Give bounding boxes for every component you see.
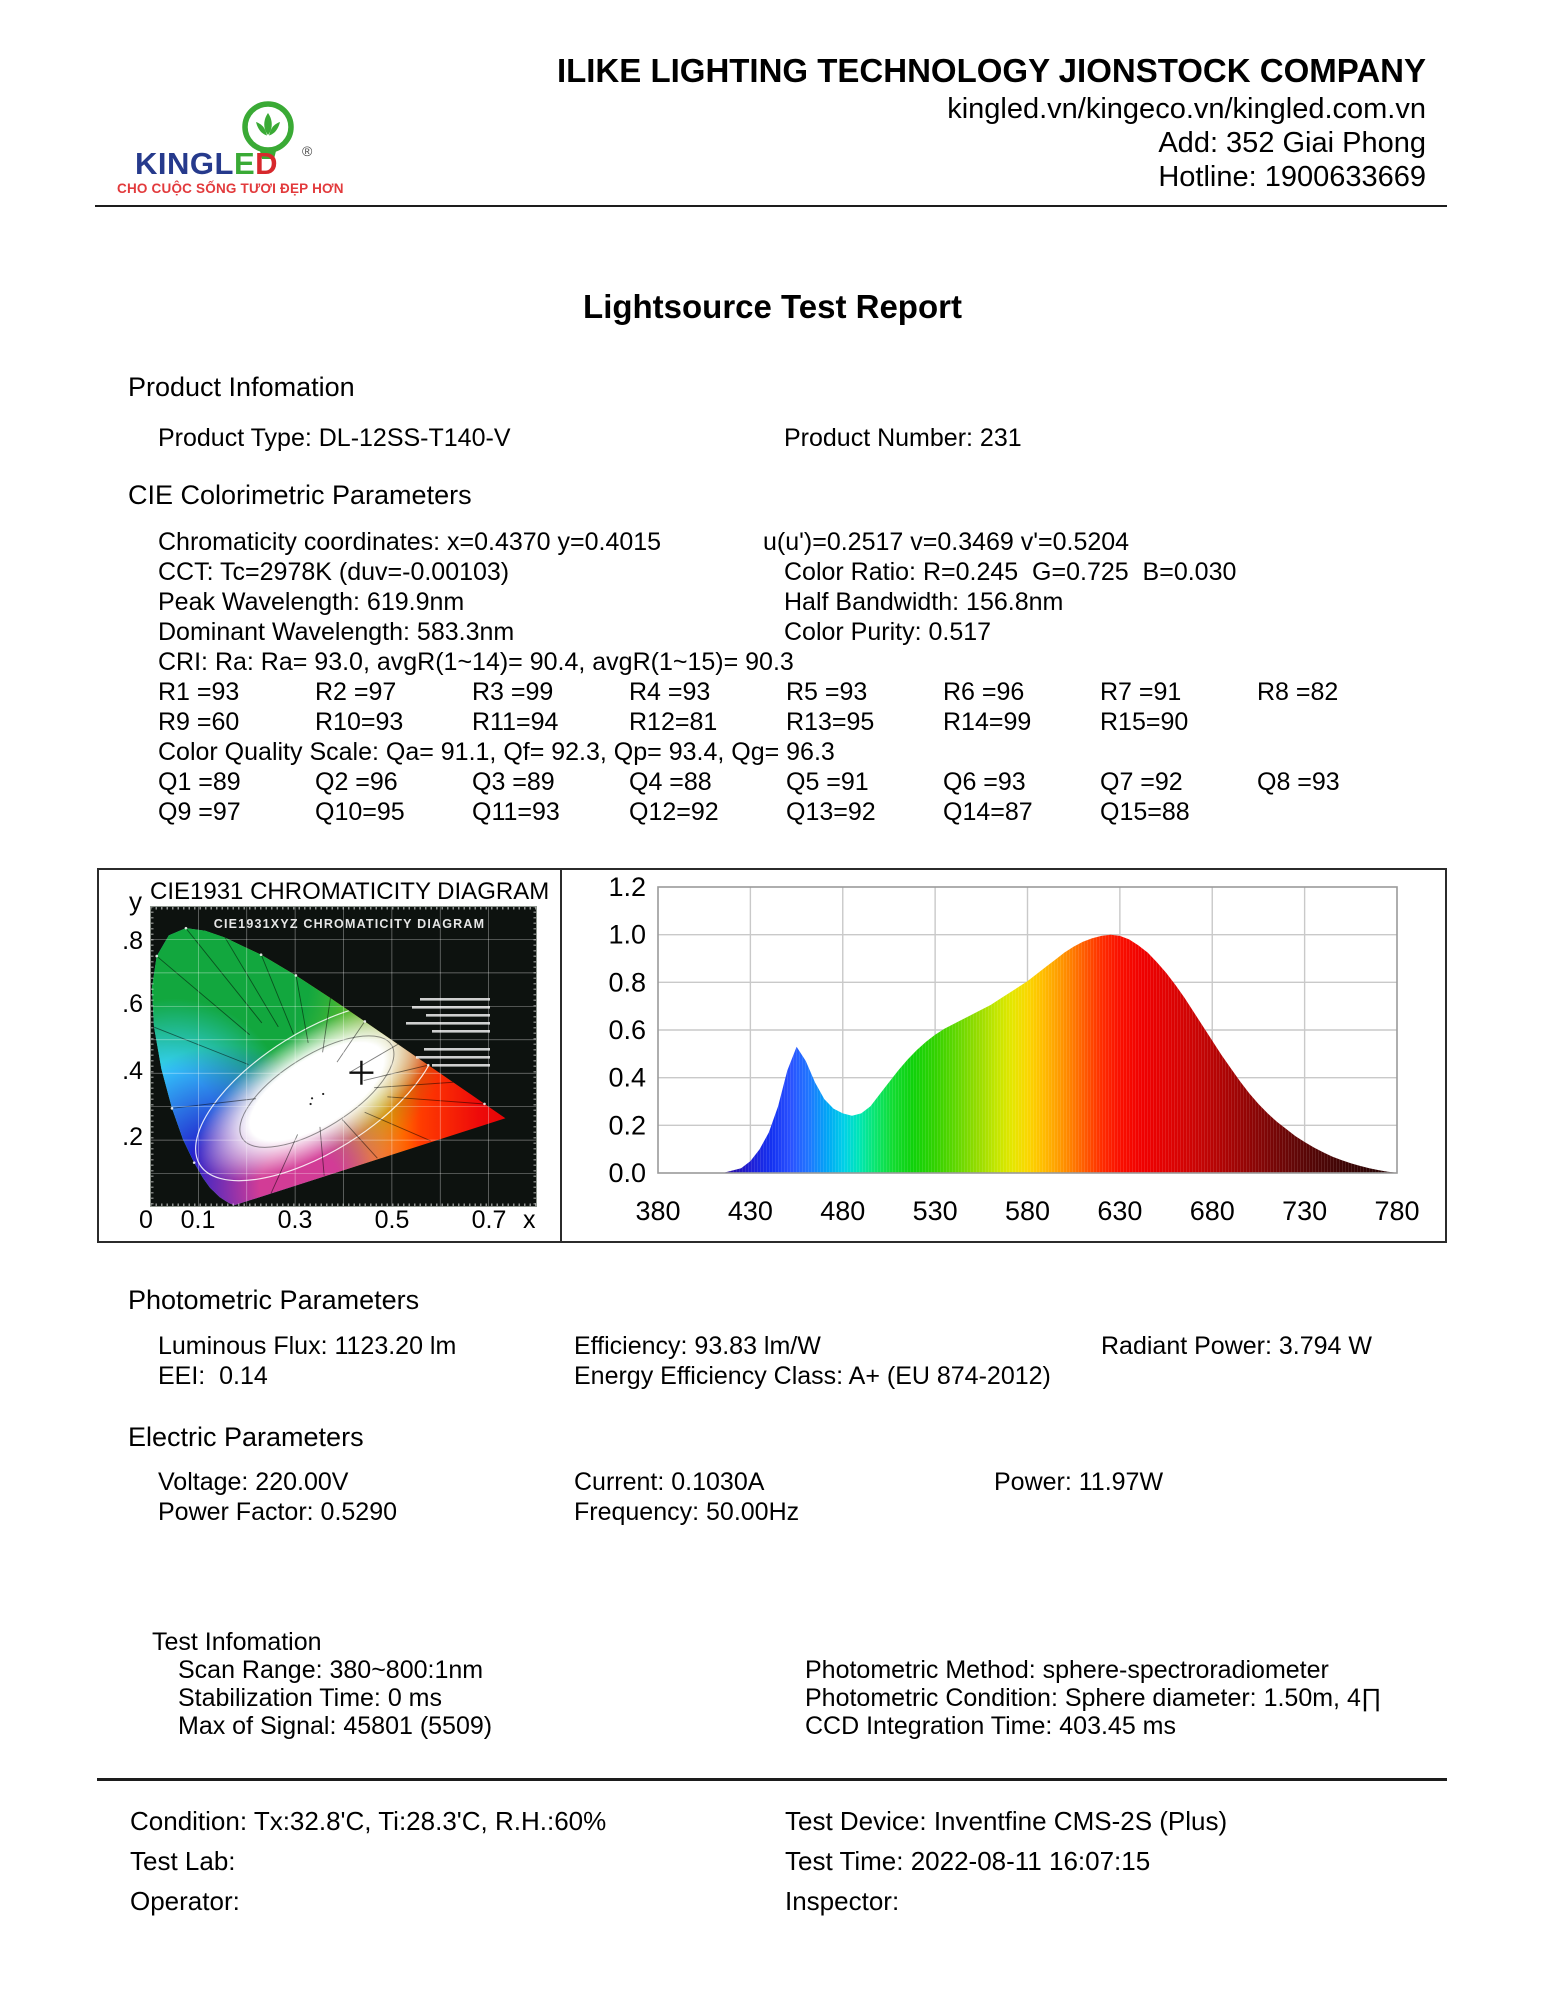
cie-diagram-panel <box>99 870 560 1241</box>
cie-parameters-heading: CIE Colorimetric Parameters <box>128 480 472 510</box>
eei: EEI: 0.14 <box>158 1362 268 1390</box>
cri-value: R7 =91 <box>1100 678 1182 706</box>
header-divider <box>95 205 1447 207</box>
cqs-value: Q11=93 <box>472 798 560 826</box>
cqs-value: Q15=88 <box>1100 798 1190 826</box>
cie-chromaticity-diagram-image <box>150 906 537 1207</box>
cie-x-axis-label: x <box>523 1206 536 1234</box>
cie-x-tick: 0.1 <box>180 1206 216 1234</box>
cqs-summary: Color Quality Scale: Qa= 91.1, Qf= 92.3, Qp= 93.4, Qg= 96.3 <box>158 738 835 766</box>
chromaticity-row <box>0 528 1545 558</box>
spectrum-y-tick-label: 0.8 <box>608 967 646 998</box>
photometric-row-1 <box>0 1332 1545 1362</box>
photometric-method: Photometric Method: sphere-spectroradiometer <box>805 1656 1329 1684</box>
spectrum-y-tick-label: 1.0 <box>608 919 646 950</box>
luminous-flux: Luminous Flux: 1123.20 lm <box>158 1332 457 1360</box>
kingled-wordmark <box>135 148 278 179</box>
cri-values-row-1 <box>0 678 1545 708</box>
cqs-value: Q2 =96 <box>315 768 398 796</box>
cri-row <box>0 648 1545 678</box>
spectrum-panel <box>560 870 1447 1241</box>
spectrum-x-tick-label: 780 <box>1374 1196 1420 1226</box>
footer-row-3 <box>0 1886 1545 1916</box>
charts-box <box>97 868 1447 1243</box>
operator: Operator: <box>130 1886 240 1916</box>
cri-value: R10=93 <box>315 708 404 736</box>
dominant-wavelength: Dominant Wavelength: 583.3nm <box>158 618 515 646</box>
company-website: kingled.vn/kingeco.vn/kingled.com.vn <box>947 93 1426 125</box>
footer-row-1 <box>0 1806 1545 1836</box>
test-condition: Condition: Tx:32.8'C, Ti:28.3'C, R.H.:60% <box>130 1806 607 1836</box>
cie-x-tick: 0.7 <box>471 1206 507 1234</box>
cie-x-tick: 0.3 <box>277 1206 313 1234</box>
voltage: Voltage: 220.00V <box>158 1468 349 1496</box>
cqs-value: Q10=95 <box>315 798 405 826</box>
cqs-value: Q9 =97 <box>158 798 241 826</box>
cqs-value: Q14=87 <box>943 798 1033 826</box>
photometric-condition: Photometric Condition: Sphere diameter: 1.50m, 4∏ <box>805 1684 1382 1712</box>
cie-y-tick: .8 <box>122 927 143 955</box>
cri-summary: CRI: Ra: Ra= 93.0, avgR(1~14)= 90.4, avgR(1~15)= 90.3 <box>158 648 794 676</box>
cqs-value: Q13=92 <box>786 798 876 826</box>
electric-row-1 <box>0 1468 1545 1498</box>
cqs-values-row-1 <box>0 768 1545 798</box>
test-info-heading: Test Infomation <box>152 1628 322 1656</box>
cri-value: R11=94 <box>472 708 559 736</box>
dominant-wavelength-row <box>0 618 1545 648</box>
company-name: ILIKE LIGHTING TECHNOLOGY JIONSTOCK COMPANY <box>556 52 1426 89</box>
product-number: Product Number: 231 <box>784 424 1022 452</box>
footer-row-2 <box>0 1846 1545 1876</box>
cqs-value: Q12=92 <box>629 798 719 826</box>
footer-divider <box>97 1778 1447 1781</box>
cie-y-tick: .4 <box>122 1057 143 1085</box>
cri-value: R1 =93 <box>158 678 240 706</box>
cct-value: CCT: Tc=2978K (duv=-0.00103) <box>158 558 510 586</box>
photometric-heading: Photometric Parameters <box>128 1285 420 1315</box>
spectrum-x-tick-label: 630 <box>1097 1196 1143 1226</box>
product-info-heading: Product Infomation <box>128 372 355 402</box>
cqs-value: Q1 =89 <box>158 768 241 796</box>
spectrum-y-tick-label: 0.6 <box>608 1015 646 1045</box>
cie-x-tick: 0 <box>139 1206 153 1234</box>
cqs-values-row-2 <box>0 798 1545 828</box>
wordmark-kingl: KINGL <box>135 146 234 181</box>
spectrum-x-tick-label: 480 <box>820 1196 866 1226</box>
photometric-row-2 <box>0 1362 1545 1392</box>
cri-value: R2 =97 <box>315 678 397 706</box>
cri-value: R4 =93 <box>629 678 711 706</box>
test-lab: Test Lab: <box>130 1846 236 1876</box>
company-header <box>557 50 1426 194</box>
peak-wavelength-row <box>0 588 1545 618</box>
efficiency: Efficiency: 93.83 lm/W <box>574 1332 821 1360</box>
test-info-heading-row <box>0 1628 1545 1658</box>
registered-trademark-icon: ® <box>302 143 313 159</box>
cri-value: R9 =60 <box>158 708 240 736</box>
spectrum-y-tick-label: 0.4 <box>608 1062 646 1093</box>
cri-values-row-2 <box>0 708 1545 738</box>
spectrum-x-tick-label: 430 <box>727 1196 773 1226</box>
spectrum-y-tick-label: 1.2 <box>608 872 646 902</box>
chromaticity-xy: Chromaticity coordinates: x=0.4370 y=0.4015 <box>158 528 662 556</box>
wordmark-e: E <box>233 146 256 181</box>
company-address: Add: 352 Giai Phong <box>1158 127 1426 159</box>
test-info-row-2 <box>0 1684 1545 1714</box>
power: Power: 11.97W <box>994 1468 1164 1496</box>
radiant-power: Radiant Power: 3.794 W <box>1101 1332 1372 1360</box>
cri-value: R6 =96 <box>943 678 1025 706</box>
spectrum-x-tick-label: 580 <box>1004 1196 1051 1226</box>
electric-row-2 <box>0 1498 1545 1528</box>
cri-value: R14=99 <box>943 708 1032 736</box>
spectrum-x-tick-label: 530 <box>912 1196 958 1226</box>
test-device: Test Device: Inventfine CMS-2S (Plus) <box>785 1806 1228 1836</box>
wordmark-d: D <box>255 146 279 181</box>
logo-tagline: CHO CUỘC SỐNG TƯƠI ĐẸP HƠN <box>117 181 344 196</box>
cie-diagram-title: CIE1931 CHROMATICITY DIAGRAM <box>150 878 550 905</box>
inspector: Inspector: <box>785 1886 900 1916</box>
spectrum-x-tick-label: 380 <box>635 1196 681 1226</box>
cie-y-tick: .6 <box>122 990 143 1018</box>
current: Current: 0.1030A <box>574 1468 765 1496</box>
spectrum-x-tick-label: 730 <box>1282 1196 1328 1226</box>
spectrum-y-tick-label: 0.0 <box>608 1158 646 1188</box>
frequency: Frequency: 50.00Hz <box>574 1498 800 1526</box>
product-info-row <box>0 424 1545 454</box>
peak-wavelength: Peak Wavelength: 619.9nm <box>158 588 465 616</box>
half-bandwidth: Half Bandwidth: 156.8nm <box>784 588 1064 616</box>
cri-value: R13=95 <box>786 708 875 736</box>
stabilization-time: Stabilization Time: 0 ms <box>178 1684 442 1712</box>
ccd-integration-time: CCD Integration Time: 403.45 ms <box>805 1712 1176 1740</box>
spectrum-x-tick-label: 680 <box>1189 1196 1235 1226</box>
cri-value: R12=81 <box>629 708 718 736</box>
cie-y-tick: .2 <box>122 1123 143 1151</box>
kingled-logo <box>95 95 344 205</box>
test-info-row-1 <box>0 1656 1545 1686</box>
cie-inner-title: CIE1931XYZ CHROMATICITY DIAGRAM <box>213 917 486 931</box>
scan-range: Scan Range: 380~800:1nm <box>178 1656 484 1684</box>
cct-row <box>0 558 1545 588</box>
chromaticity-uv: u(u')=0.2517 v=0.3469 v'=0.5204 <box>763 528 1130 556</box>
cqs-value: Q8 =93 <box>1257 768 1340 796</box>
color-purity: Color Purity: 0.517 <box>784 618 992 646</box>
cqs-value: Q3 =89 <box>472 768 555 796</box>
cri-value: R8 =82 <box>1257 678 1339 706</box>
cri-value: R3 =99 <box>472 678 554 706</box>
cie-y-axis-label: y <box>129 886 142 916</box>
cqs-value: Q5 =91 <box>786 768 869 796</box>
cqs-value: Q6 =93 <box>943 768 1026 796</box>
cie-x-tick: 0.5 <box>374 1206 410 1234</box>
product-type: Product Type: DL-12SS-T140-V <box>158 424 511 452</box>
color-ratio: Color Ratio: R=0.245 G=0.725 B=0.030 <box>784 558 1237 586</box>
cqs-value: Q4 =88 <box>629 768 712 796</box>
spectral-power-distribution-chart <box>562 870 1447 1243</box>
page-title: Lightsource Test Report <box>583 288 962 325</box>
cqs-row <box>0 738 1545 768</box>
company-hotline: Hotline: 1900633669 <box>1158 161 1426 193</box>
test-time: Test Time: 2022-08-11 16:07:15 <box>785 1846 1151 1876</box>
spectrum-y-tick-label: 0.2 <box>608 1110 646 1141</box>
cri-value: R5 =93 <box>786 678 868 706</box>
electric-heading: Electric Parameters <box>128 1422 364 1452</box>
test-info-row-3 <box>0 1712 1545 1742</box>
cqs-value: Q7 =92 <box>1100 768 1183 796</box>
max-of-signal: Max of Signal: 45801 (5509) <box>178 1712 493 1740</box>
cri-value: R15=90 <box>1100 708 1189 736</box>
energy-efficiency-class: Energy Efficiency Class: A+ (EU 874-2012) <box>574 1362 1051 1390</box>
power-factor: Power Factor: 0.5290 <box>158 1498 398 1526</box>
